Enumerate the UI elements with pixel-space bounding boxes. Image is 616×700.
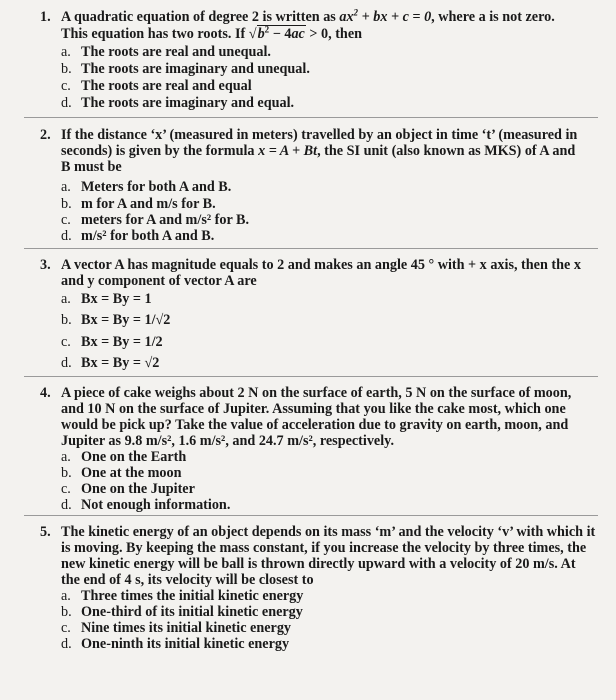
q4-option-d[interactable]: d. Not enough information. [61,497,231,513]
q4-stem-line3: would be pick up? Take the value of acceleration due to gravity on earth, moon, and [61,417,569,433]
q2-stem-line2: seconds) is given by the formula x = A + Bt, the SI unit (also known as MKS) of A and [61,143,576,159]
q5-stem-line4: the end of 4 s, its velocity will be closest to [61,572,314,588]
q1-option-d[interactable]: d. The roots are imaginary and equal. [61,95,295,111]
divider [24,117,598,118]
q2-stem-line3: B must be [61,159,122,175]
q5-stem-line1: The kinetic energy of an object depends on its mass ‘m’ and the velocity ‘v’ with which it [61,524,596,540]
q3-number: 3. [40,257,51,273]
q4-stem-line2: and 10 N on the surface of Jupiter. Assuming that you like the cake most, which one [61,401,566,417]
q2-option-b[interactable]: b. m for A and m/s for B. [61,196,216,212]
q5-stem-line3: new kinetic energy will be ball is thrown directly upward with a velocity of 20 m/s. At [61,556,576,572]
q4-stem-line1: A piece of cake weighs about 2 N on the surface of earth, 5 N on the surface of moon, [61,385,572,401]
q5-stem-line2: is moving. By keeping the mass constant, if you increase the velocity by three times, the [61,540,587,556]
q5-number: 5. [40,524,51,540]
q3-stem-line2: and y component of vector A are [61,273,257,289]
q1-option-b[interactable]: b. The roots are imaginary and unequal. [61,61,310,77]
q3-option-c[interactable]: c. Bx = By = 1/2 [61,334,163,350]
q5-option-b[interactable]: b. One-third of its initial kinetic energy [61,604,303,620]
q2-stem-line1: If the distance ‘x’ (measured in meters) travelled by an object in time ‘t’ (measured in [61,127,578,143]
divider [24,248,598,249]
q4-option-a[interactable]: a. One on the Earth [61,449,187,465]
q1-equation: $ax^2$ + bx + c = 0 [339,7,432,25]
q2-number: 2. [40,127,51,143]
q1-stem-line1: A quadratic equation of degree 2 is written as $ax^2$ + bx + c = 0, where a is not zero. [61,7,555,25]
q1-radicand: $b^2 - 4ac$ [257,24,305,42]
q1-number: 1. [40,9,51,25]
q4-option-c[interactable]: c. One on the Jupiter [61,481,195,497]
q4-stem-line4: Jupiter as 9.8 m/s², 1.6 m/s², and 24.7 m/s², respectively. [61,433,395,449]
q3-option-a[interactable]: a. Bx = By = 1 [61,291,152,307]
q3-option-b[interactable]: b. Bx = By = 1/√2 [61,312,171,328]
divider [24,515,598,516]
q5-option-c[interactable]: c. Nine times its initial kinetic energy [61,620,292,636]
q2-option-c[interactable]: c. meters for A and m/s² for B. [61,212,250,228]
q5-option-d[interactable]: d. One-ninth its initial kinetic energy [61,636,290,652]
divider [24,376,598,377]
q2-formula: x = A + Bt [258,143,318,159]
q2-option-d[interactable]: d. m/s² for both A and B. [61,228,215,244]
q1-stem-line2: This equation has two roots. If $√b^2 - 4ac > 0$, then [61,24,363,42]
q4-number: 4. [40,385,51,401]
q3-option-d[interactable]: d. Bx = By = √2 [61,355,160,371]
q4-option-b[interactable]: b. One at the moon [61,465,182,481]
q3-stem-line1: A vector A has magnitude equals to 2 and makes an angle 45 ° with + x axis, then the x [61,257,581,273]
q1-option-a[interactable]: a. The roots are real and unequal. [61,44,271,60]
q1-option-c[interactable]: c. The roots are real and equal [61,78,252,94]
q2-option-a[interactable]: a. Meters for both A and B. [61,179,232,195]
q5-option-a[interactable]: a. Three times the initial kinetic energy [61,588,304,604]
